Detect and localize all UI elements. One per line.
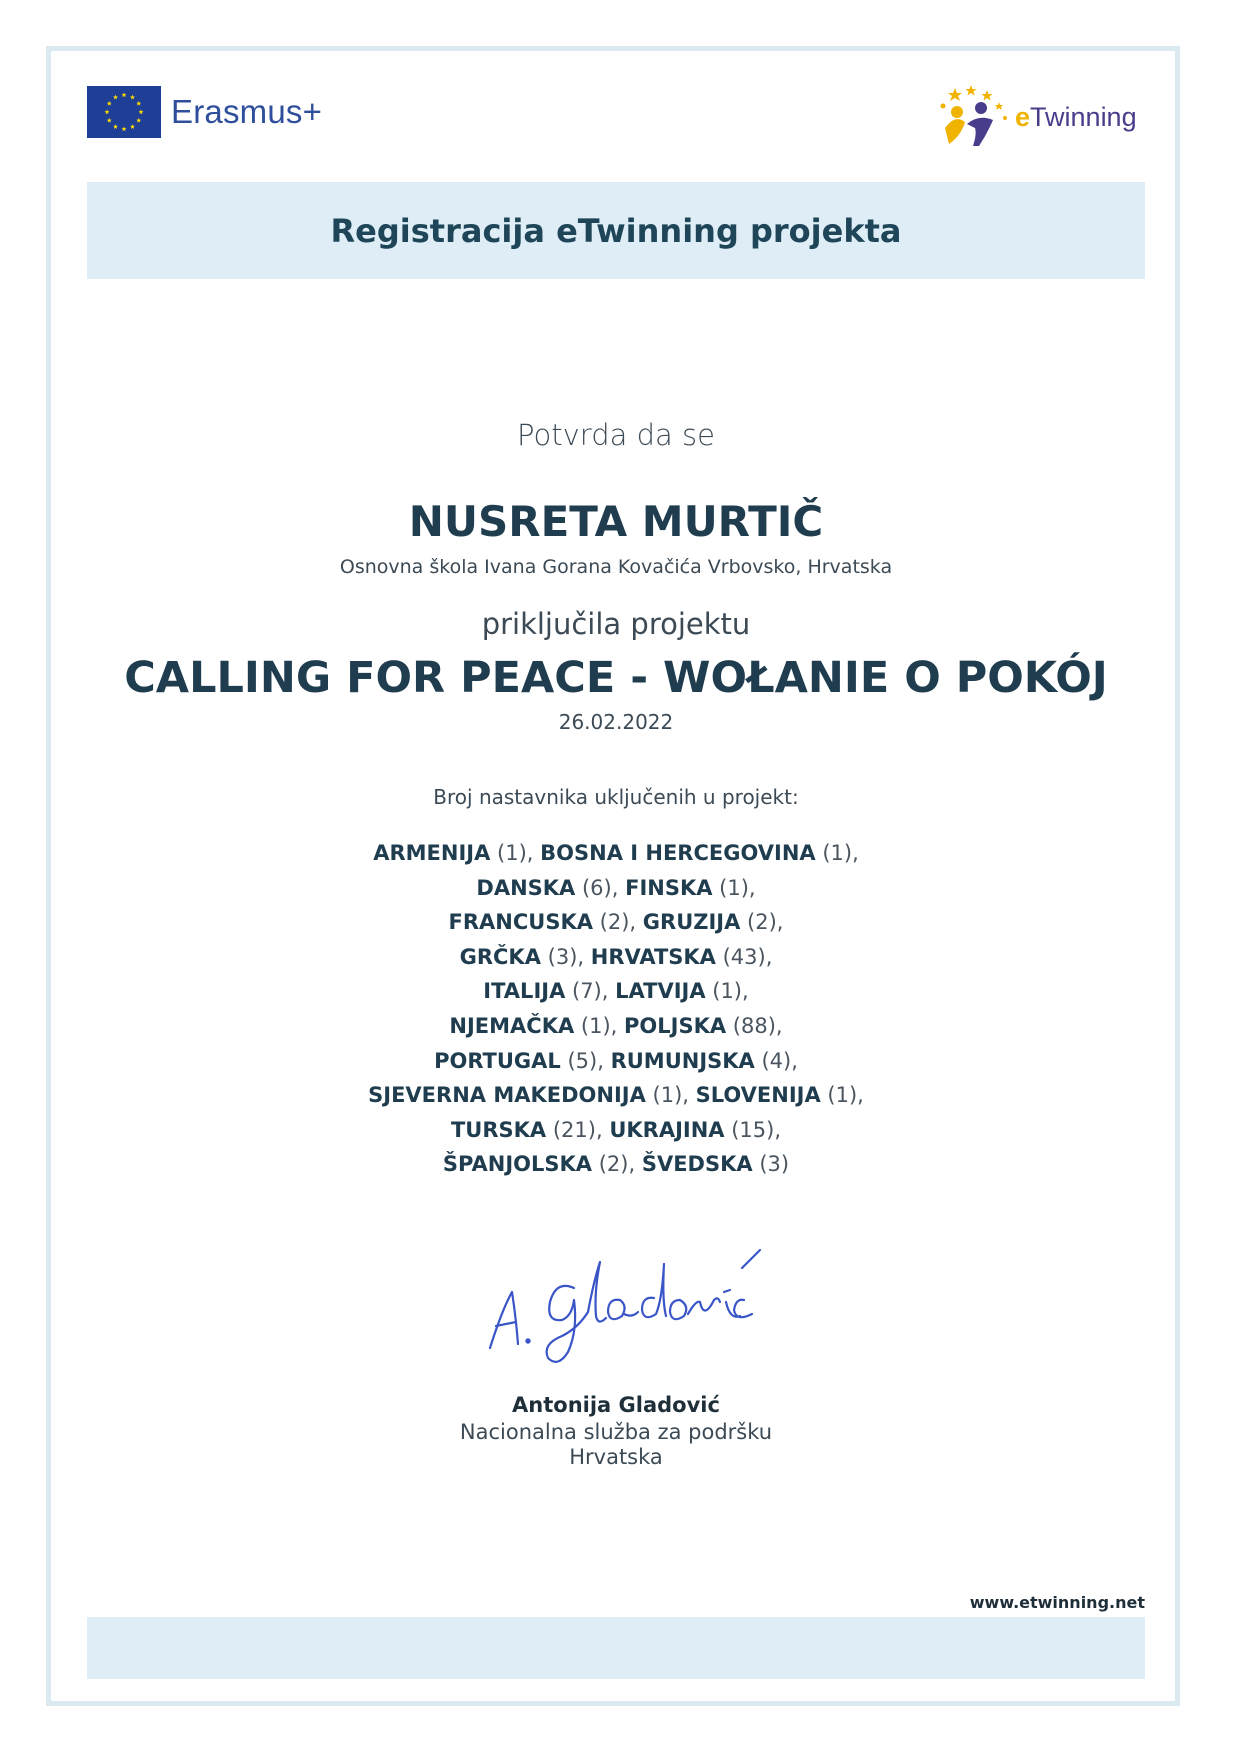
country-name: LATVIJA [615, 979, 706, 1004]
country-line [87, 940, 1145, 975]
country-name: SJEVERNA MAKEDONIJA [368, 1083, 646, 1108]
erasmus-wordmark: Erasmus+ [171, 93, 323, 130]
country-name: FINSKA [625, 875, 713, 900]
country-name: RUMUNJSKA [610, 1048, 755, 1073]
etwinning-e-letter: e [1015, 101, 1031, 132]
country-line [87, 836, 1145, 871]
project-title: CALLING FOR PEACE - WOŁANIE O POKÓJ [124, 653, 1108, 703]
country-name: GRČKA [459, 944, 541, 969]
country-count: (15), [724, 1117, 781, 1142]
etwinning-logo [935, 84, 1137, 150]
country-line [87, 905, 1145, 940]
handwritten-signature [478, 1240, 768, 1370]
country-count: (1), [490, 841, 541, 865]
country-name: GRUZIJA [642, 910, 741, 935]
certificate-lead: Potvrda da se [517, 418, 715, 452]
recipient-school: Osnovna škola Ivana Gorana Kovačića Vrbovsko, Hrvatska [339, 556, 893, 578]
country-count: (5), [560, 1048, 611, 1073]
erasmus-logo [87, 86, 322, 138]
country-name: NJEMAČKA [449, 1013, 575, 1038]
country-line [87, 871, 1145, 906]
country-count: (21), [546, 1117, 610, 1142]
country-name: ITALIJA [483, 979, 566, 1004]
teachers-count-label: Broj nastavnika uključenih u projekt: [433, 785, 799, 809]
country-name: PORTUGAL [434, 1048, 561, 1073]
header-band [87, 182, 1145, 279]
recipient-name: NUSRETA MURTIČ [408, 497, 824, 546]
country-count: (43), [715, 944, 773, 969]
country-name: BOSNA I HERCEGOVINA [540, 841, 816, 865]
country-count: (1), [820, 1083, 864, 1108]
signatory-organization: Nacionalna služba za podršku [459, 1420, 773, 1444]
country-count: (2), [740, 910, 784, 935]
country-name: TURSKA [450, 1117, 547, 1142]
footer-band [87, 1617, 1145, 1679]
registration-date: 26.02.2022 [558, 710, 674, 734]
country-name: ŠPANJOLSKA [442, 1152, 593, 1177]
country-list [87, 836, 1145, 1182]
country-count: (1), [645, 1083, 696, 1108]
country-name: UKRAJINA [609, 1117, 725, 1142]
country-count: (2), [592, 1152, 642, 1177]
signatory-name: Antonija Gladović [512, 1393, 720, 1417]
website-link[interactable]: www.etwinning.net [969, 1593, 1145, 1612]
country-name: ŠVEDSKA [641, 1152, 753, 1177]
country-line [87, 1044, 1145, 1079]
country-count: (3) [752, 1152, 790, 1177]
country-count: (2), [593, 910, 643, 935]
country-count: (88), [726, 1013, 783, 1038]
country-name: HRVATSKA [590, 944, 716, 969]
page-title: Registracija eTwinning projekta [330, 211, 902, 250]
country-count: (6), [575, 875, 626, 900]
etwinning-figures-icon [935, 84, 1013, 150]
joined-text: priključila projektu [481, 607, 751, 641]
country-line [87, 1113, 1145, 1148]
etwinning-word-rest: Twinning [1030, 101, 1137, 132]
signatory-country: Hrvatska [569, 1445, 663, 1469]
etwinning-wordmark [1015, 102, 1137, 133]
country-count: (4), [754, 1048, 798, 1073]
country-name: SLOVENIJA [695, 1083, 821, 1108]
country-count: (1), [815, 841, 859, 865]
country-count: (1), [574, 1013, 625, 1038]
country-line [87, 1147, 1145, 1182]
country-line [87, 1009, 1145, 1044]
eu-flag-icon [87, 86, 161, 138]
country-name: ARMENIJA [373, 841, 491, 865]
country-count: (1), [712, 875, 756, 900]
country-line [87, 1078, 1145, 1113]
country-count: (7), [565, 979, 616, 1004]
country-name: DANSKA [476, 875, 576, 900]
country-name: FRANCUSKA [448, 910, 593, 935]
country-count: (1), [705, 979, 749, 1004]
country-count: (3), [540, 944, 591, 969]
country-name: POLJSKA [624, 1013, 727, 1038]
country-line [87, 974, 1145, 1009]
